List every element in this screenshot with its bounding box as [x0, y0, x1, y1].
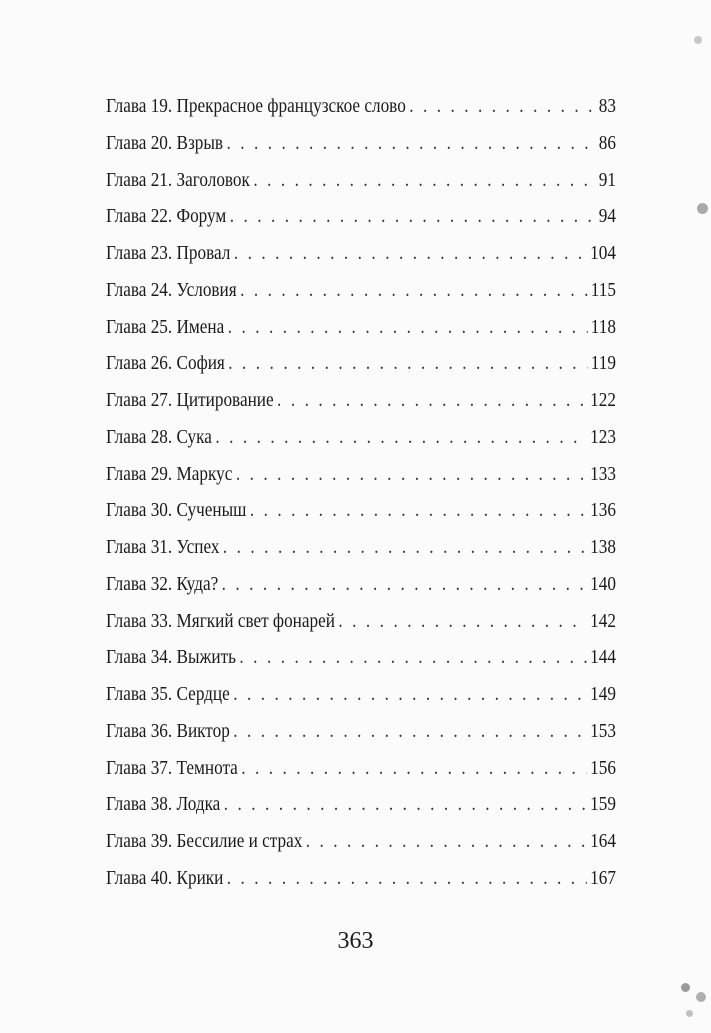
toc-entry: [106, 235, 616, 272]
toc-entry-title: Глава 28. Сука: [106, 425, 212, 448]
toc-entry-title: Глава 31. Успех: [106, 536, 220, 558]
dot-leader: [236, 456, 587, 493]
paper-speck: [686, 1010, 693, 1017]
toc-entry-title: Глава 27. Цитирование: [106, 389, 274, 411]
dot-leader: [409, 88, 595, 125]
paper-speck: [697, 203, 708, 214]
dot-leader: [226, 125, 595, 162]
toc-entry-title: Глава 33. Мягкий свет фонарей: [106, 609, 335, 632]
toc-entry-page: 144: [590, 646, 616, 669]
toc-entry-page: 115: [590, 278, 616, 301]
dot-leader: [240, 272, 587, 309]
toc-entry-title: Глава 39. Бессилие и страх: [106, 830, 303, 852]
toc-entry-title: Глава 29. Маркус: [106, 462, 233, 485]
toc-entry: [106, 823, 616, 860]
toc-entry-page: 133: [590, 462, 616, 485]
paper-speck: [696, 992, 706, 1002]
toc-entry-title: Глава 38. Лодка: [106, 793, 221, 816]
toc-entry-title: Глава 21. Заголовок: [106, 168, 250, 191]
toc-entry: [106, 676, 616, 713]
toc-entry: [106, 456, 616, 493]
toc-entry-title: Глава 24. Условия: [106, 278, 237, 301]
toc-entry: [106, 272, 616, 309]
toc-entry-page: 119: [590, 352, 616, 375]
dot-leader: [306, 823, 587, 860]
toc-entry-page: 167: [590, 866, 616, 889]
toc-entry-page: 159: [590, 793, 616, 816]
toc-entry: [106, 492, 616, 529]
dot-leader: [223, 529, 587, 566]
dot-leader: [227, 860, 587, 897]
toc-entry: [106, 603, 616, 640]
toc-entry-page: 136: [590, 499, 616, 522]
paper-speck: [694, 36, 702, 44]
toc-entry: [106, 860, 616, 897]
toc-entry: [106, 639, 616, 676]
dot-leader: [234, 235, 587, 272]
dot-leader: [253, 162, 595, 199]
toc-entry-page: 94: [598, 205, 616, 228]
dot-leader: [228, 345, 587, 382]
dot-leader: [250, 492, 587, 529]
toc-entry: [106, 786, 616, 823]
toc-entry-page: 138: [590, 536, 616, 558]
toc-entry-page: 142: [590, 609, 616, 632]
toc-entry: [106, 309, 616, 346]
toc-entry-page: 123: [590, 425, 616, 448]
table-of-contents: [106, 88, 616, 897]
toc-entry: [106, 345, 616, 382]
toc-entry: [106, 198, 616, 235]
dot-leader: [230, 198, 596, 235]
toc-entry: [106, 88, 616, 125]
toc-entry-page: 156: [590, 756, 616, 779]
dot-leader: [224, 786, 587, 823]
toc-entry-title: Глава 35. Сердце: [106, 683, 230, 705]
toc-entry-title: Глава 20. Взрыв: [106, 131, 224, 154]
toc-entry: [106, 713, 616, 750]
toc-entry: [106, 566, 616, 603]
toc-entry: [106, 750, 616, 787]
toc-entry: [106, 382, 616, 419]
toc-entry-title: Глава 34. Выжить: [106, 646, 236, 669]
toc-entry-title: Глава 26. София: [106, 352, 225, 375]
toc-entry-page: 91: [598, 168, 616, 191]
toc-entry-title: Глава 19. Прекрасное французское слово: [106, 95, 406, 117]
dot-leader: [215, 419, 586, 456]
dot-leader: [233, 713, 587, 750]
toc-entry-title: Глава 40. Крики: [106, 866, 224, 889]
dot-leader: [277, 382, 587, 419]
toc-entry-title: Глава 22. Форум: [106, 205, 227, 228]
toc-entry: [106, 419, 616, 456]
toc-entry: [106, 125, 616, 162]
toc-entry: [106, 162, 616, 199]
toc-entry-page: 140: [590, 572, 616, 595]
toc-entry-page: 104: [590, 242, 616, 264]
toc-entry-page: 164: [590, 830, 616, 852]
paper-speck: [681, 983, 690, 992]
toc-entry-page: 153: [590, 719, 616, 742]
toc-entry-title: Глава 36. Виктор: [106, 719, 230, 742]
toc-entry-title: Глава 37. Темнота: [106, 756, 238, 779]
dot-leader: [239, 639, 586, 676]
dot-leader: [222, 566, 587, 603]
toc-entry-title: Глава 30. Сученыш: [106, 499, 247, 522]
toc-entry-title: Глава 23. Провал: [106, 242, 231, 264]
page-number: 363: [337, 928, 374, 954]
dot-leader: [338, 603, 586, 640]
dot-leader: [241, 750, 586, 787]
toc-entry-page: 86: [598, 131, 616, 154]
toc-entry-page: 118: [590, 315, 616, 338]
toc-entry-title: Глава 32. Куда?: [106, 572, 219, 595]
toc-entry: [106, 529, 616, 566]
dot-leader: [228, 309, 588, 346]
toc-entry-page: 122: [590, 389, 616, 411]
toc-entry-page: 83: [598, 95, 616, 117]
toc-entry-title: Глава 25. Имена: [106, 315, 225, 338]
dot-leader: [233, 676, 587, 713]
toc-entry-page: 149: [590, 683, 616, 705]
